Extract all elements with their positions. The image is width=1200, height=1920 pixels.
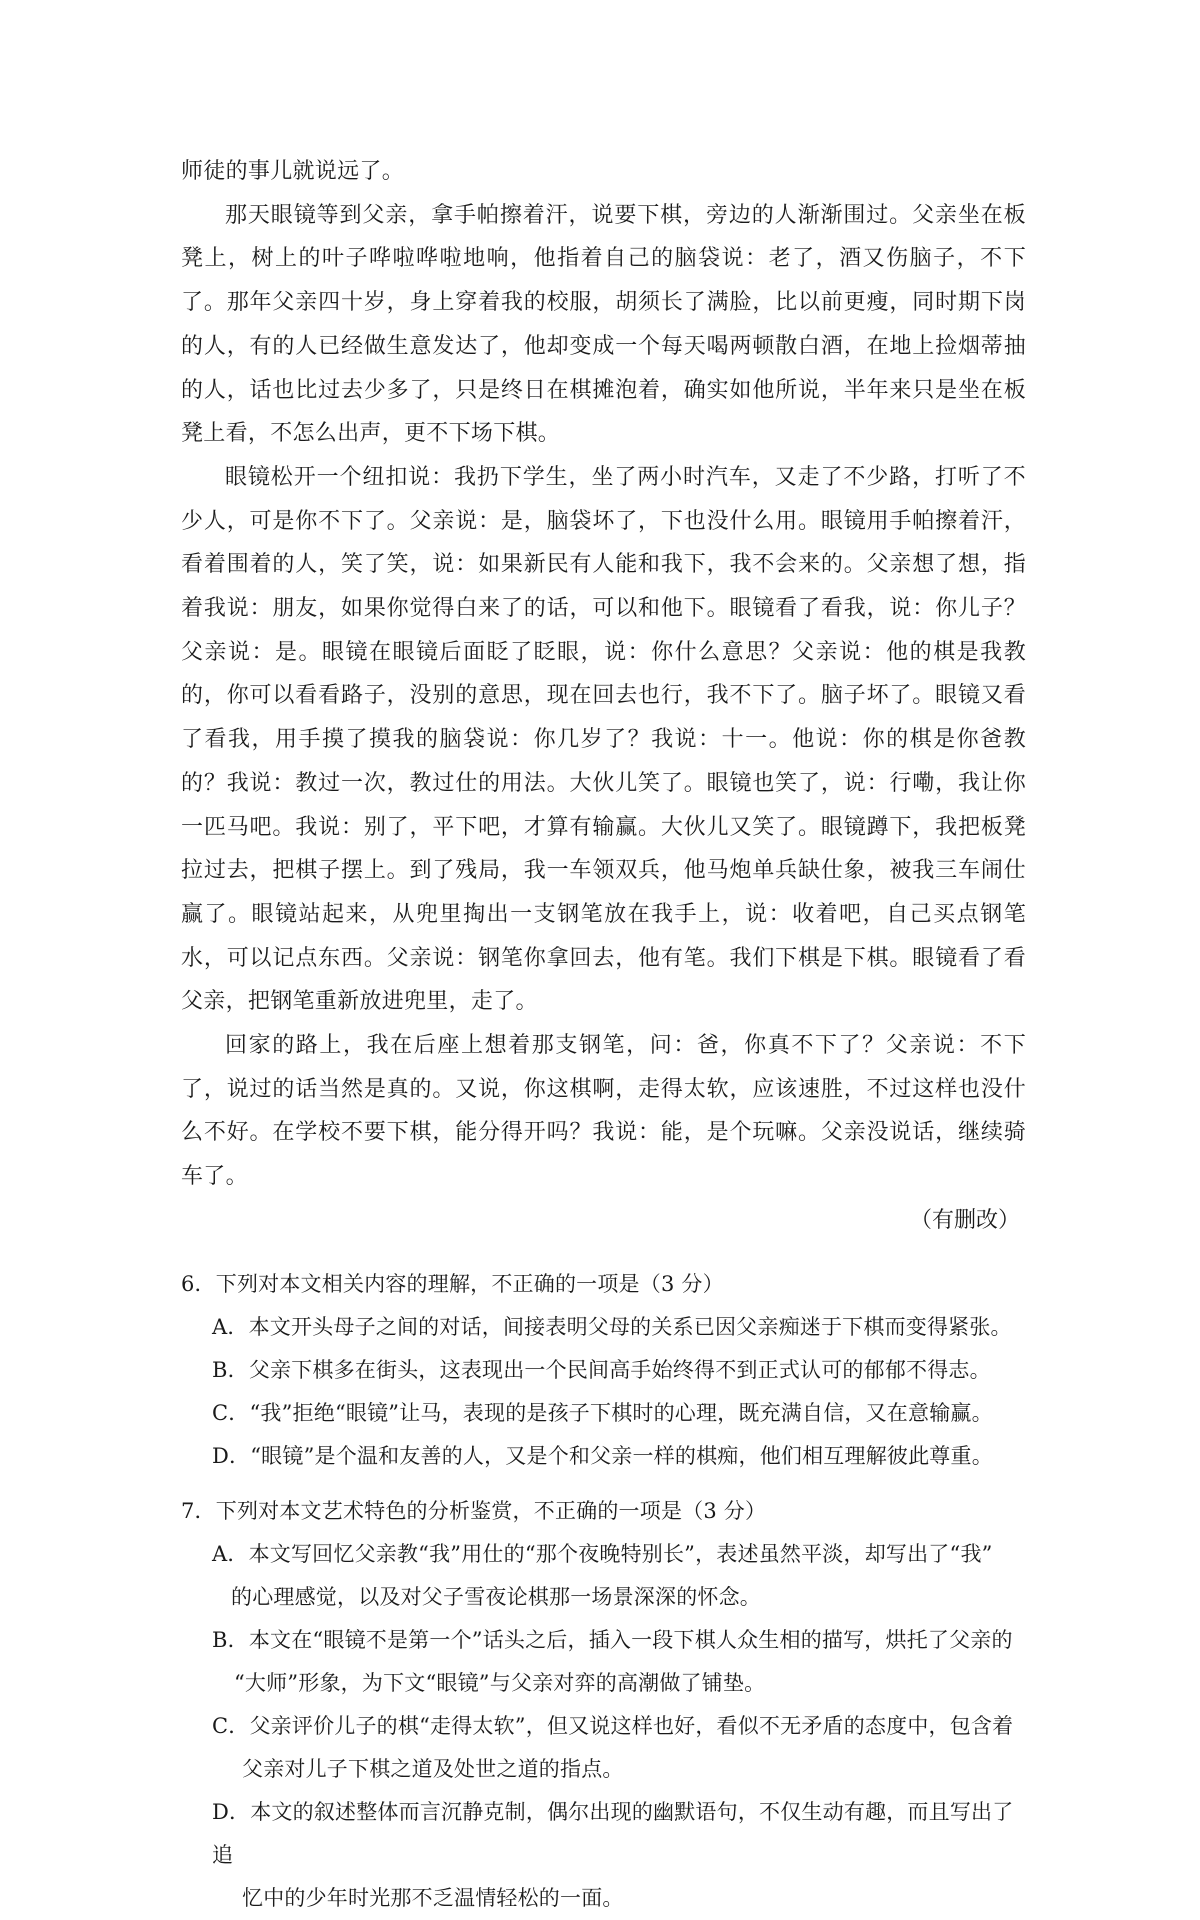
option-list bbox=[181, 1533, 1026, 1920]
option-text-continued: 忆中的少年时光那不乏温情轻松的一面。 bbox=[242, 1885, 624, 1910]
option-a bbox=[181, 1533, 1026, 1619]
option-d bbox=[181, 1435, 1026, 1478]
option-b bbox=[181, 1619, 1026, 1705]
option-a bbox=[181, 1306, 1026, 1349]
option-b bbox=[181, 1349, 1026, 1392]
attribution-note: （有删改） bbox=[909, 1207, 1020, 1233]
option-c bbox=[181, 1705, 1026, 1791]
passage-paragraph-1: 师徒的事儿就说远了。 bbox=[181, 159, 405, 184]
passage-paragraph-4: 回家的路上，我在后座上想着那支钢笔，问：爸，你真不下了？父亲说：不下了，说过的话当然是真的。又说，你这棋啊，走得太软，应该速胜，不过这样也没什么不好。在学校不要下棋，能分得开吗？我说：能，是个玩嘛。父亲没说话，继续骑车了。 bbox=[181, 1033, 1026, 1190]
option-text: C．父亲评价儿子的棋“走得太软”，但又说这样也好，看似不无矛盾的态度中，包含着 bbox=[212, 1713, 1014, 1738]
passage-paragraph-2: 那天眼镜等到父亲，拿手帕擦着汗，说要下棋，旁边的人渐渐围过。父亲坐在板凳上，树上的叶子哗啦哗啦地响，他指着自己的脑袋说：老了，酒又伤脑子，不下了。那年父亲四十岁，身上穿着我的校服，胡须长了满脸，比以前更瘦，同时期下岗的人，有的人已经做生意发达了，他却变成一个每天喝两顿散白酒，在地上捡烟蒂抽的人，话也比过去少多了，只是终日在棋摊泡着，确实如他所说，半年来只是坐在板凳上看，不怎么出声，更不下场下棋。 bbox=[181, 202, 1026, 447]
option-text-continued: 的心理感觉，以及对父子雪夜论棋那一场景深深的怀念。 bbox=[231, 1584, 761, 1609]
option-c bbox=[181, 1392, 1026, 1435]
option-text: D．“眼镜”是个温和友善的人，又是个和父亲一样的棋痴，他们相互理解彼此尊重。 bbox=[212, 1443, 993, 1468]
option-text: C．“我”拒绝“眼镜”让马，表现的是孩子下棋时的心理，既充满自信，又在意输赢。 bbox=[212, 1400, 993, 1425]
option-text: A．本文写回忆父亲教“我”用仕的“那个夜晚特别长”，表述虽然平淡，却写出了“我” bbox=[212, 1541, 993, 1566]
option-text: A．本文开头母子之间的对话，间接表明父母的关系已因父亲痴迷于下棋而变得紧张。 bbox=[212, 1314, 1012, 1339]
option-d bbox=[181, 1791, 1026, 1920]
option-text-continued: “大师”形象，为下文“眼镜”与父亲对弈的高潮做了铺垫。 bbox=[234, 1670, 766, 1695]
option-text: B．本文在“眼镜不是第一个”话头之后，插入一段下棋人众生相的描写，烘托了父亲的 bbox=[212, 1627, 1013, 1652]
option-text-continued: 父亲对儿子下棋之道及处世之道的指点。 bbox=[242, 1756, 624, 1781]
document-page bbox=[181, 150, 1026, 1920]
passage-paragraph-3: 眼镜松开一个纽扣说：我扔下学生，坐了两小时汽车，又走了不少路，打听了不少人，可是你不下了。父亲说：是，脑袋坏了，下也没什么用。眼镜用手帕擦着汗，看着围着的人，笑了笑，说：如果新民有人能和我下，我不会来的。父亲想了想，指着我说：朋友，如果你觉得白来了的话，可以和他下。眼镜看了看我，说：你儿子？父亲说：是。眼镜在眼镜后面眨了眨眼，说：你什么意思？父亲说：他的棋是我教的，你可以看看路子，没别的意思，现在回去也行，我不下了。脑子坏了。眼镜又看了看我，用手摸了摸我的脑袋说：你几岁了？我说：十一。他说：你的棋是你爸教的？我说：教过一次，教过仕的用法。大伙儿笑了。眼镜也笑了，说：行嘞，我让你一匹马吧。我说：别了，平下吧，才算有输赢。大伙儿又笑了。眼镜蹲下，我把板凳拉过去，把棋子摆上。到了残局，我一车领双兵，他马炮单兵缺仕象，被我三车闹仕赢了。眼镜站起来，从兜里掏出一支钢笔放在我手上，说：收着吧，自己买点钢笔水，可以记点东西。父亲说：钢笔你拿回去，他有笔。我们下棋是下棋。眼镜看了看父亲，把钢笔重新放进兜里，走了。 bbox=[181, 464, 1026, 1015]
question-6 bbox=[181, 1263, 1026, 1478]
option-text: D．本文的叙述整体而言沉静克制，偶尔出现的幽默语句，不仅生动有趣，而且写出了追 bbox=[212, 1799, 1014, 1867]
option-text: B．父亲下棋多在街头，这表现出一个民间高手始终得不到正式认可的郁郁不得志。 bbox=[212, 1357, 991, 1382]
question-stem: 6．下列对本文相关内容的理解，不正确的一项是（3 分） bbox=[181, 1271, 724, 1296]
question-7 bbox=[181, 1490, 1026, 1920]
option-list bbox=[181, 1306, 1026, 1478]
question-stem: 7．下列对本文艺术特色的分析鉴赏，不正确的一项是（3 分） bbox=[181, 1498, 767, 1523]
